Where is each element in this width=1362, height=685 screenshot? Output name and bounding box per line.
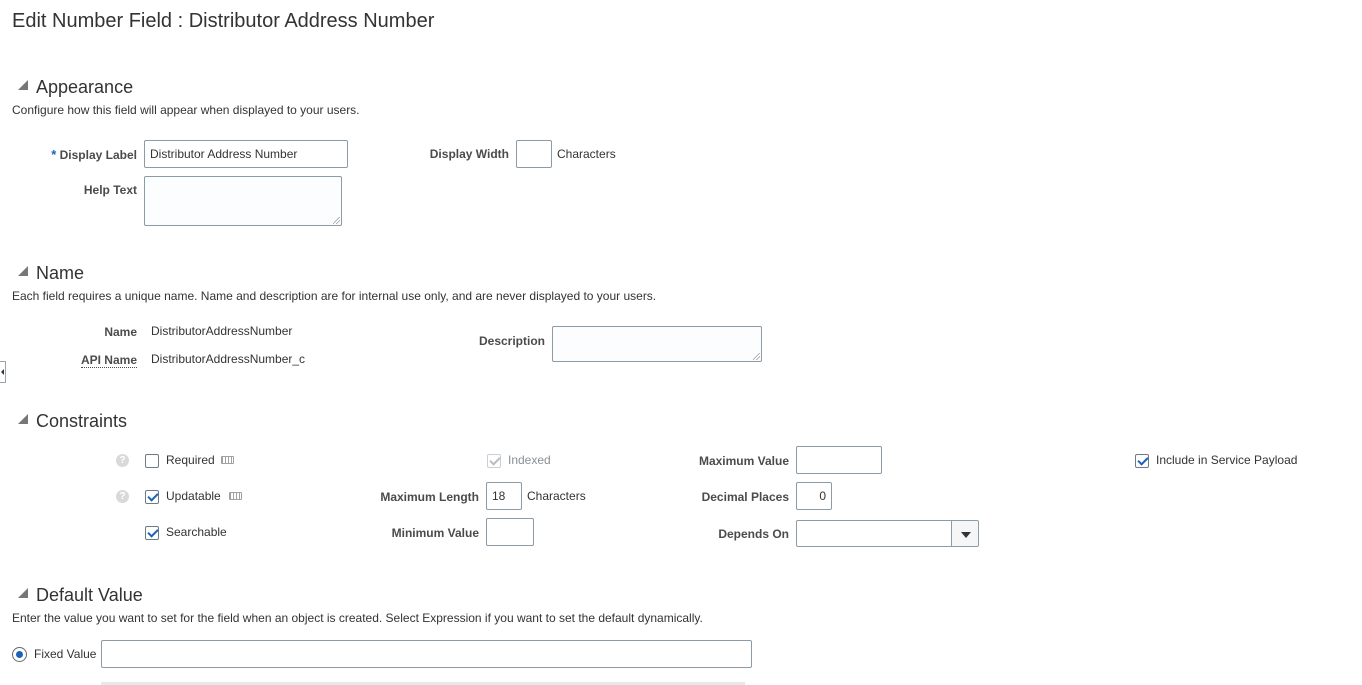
default-value-description: Enter the value you want to set for the field when an object is created. Select Expression if you want to set the default dynamically. (12, 611, 703, 625)
minimum-value-label: Minimum Value (391, 526, 479, 540)
appearance-description: Configure how this field will appear when displayed to your users. (12, 103, 360, 117)
description-textarea[interactable] (552, 326, 762, 362)
display-width-input[interactable] (516, 140, 552, 168)
required-help-icon[interactable]: ? (116, 454, 129, 467)
indexed-checkbox (487, 454, 501, 468)
required-marker: * (51, 147, 57, 162)
include-in-service-payload-label: Include in Service Payload (1156, 453, 1298, 467)
api-name-label-text: API Name (80, 353, 137, 367)
fixed-value-input[interactable] (101, 640, 752, 668)
depends-on-label: Depends On (718, 527, 789, 541)
api-name-value: DistributorAddressNumber_c (151, 352, 306, 366)
maximum-value-input[interactable] (796, 446, 882, 474)
display-label-input[interactable]: Distributor Address Number (144, 140, 348, 168)
updatable-checkbox[interactable] (145, 490, 159, 504)
fixed-value-label: Fixed Value (34, 647, 97, 661)
constraints-collapse-triangle-icon[interactable] (18, 414, 28, 424)
required-label: Required (166, 453, 215, 467)
fixed-value-radio[interactable] (12, 647, 27, 662)
name-description: Each field requires a unique name. Name and description are for internal use only, and are never displayed to your users. (12, 289, 657, 303)
name-value: DistributorAddressNumber (151, 324, 293, 338)
decimal-places-label: Decimal Places (701, 490, 789, 504)
chevron-down-icon[interactable] (951, 521, 979, 546)
default-value-heading[interactable]: Default Value (36, 585, 143, 605)
searchable-checkbox[interactable] (145, 526, 159, 540)
help-text-textarea[interactable] (144, 176, 342, 226)
display-width-label: Display Width (429, 147, 509, 161)
required-checkbox[interactable] (145, 454, 159, 468)
maximum-value-label: Maximum Value (698, 454, 789, 468)
searchable-label: Searchable (166, 525, 227, 539)
indexed-label: Indexed (508, 453, 551, 467)
updatable-help-icon[interactable]: ? (116, 490, 129, 503)
resize-grip-icon[interactable] (333, 217, 340, 224)
description-label: Description (478, 334, 545, 348)
api-name-label (40, 353, 137, 367)
keyboard-icon (229, 492, 242, 500)
name-heading[interactable]: Name (36, 263, 85, 283)
maximum-length-input[interactable]: 18 (486, 482, 522, 510)
panel-splitter-chevron-left-icon[interactable] (0, 361, 6, 383)
minimum-value-input[interactable] (486, 518, 534, 546)
appearance-collapse-triangle-icon[interactable] (18, 80, 28, 90)
include-in-service-payload-checkbox[interactable] (1135, 454, 1149, 468)
display-label-label (40, 147, 137, 162)
appearance-heading[interactable]: Appearance (36, 77, 134, 97)
page-title: Edit Number Field : Distributor Address Number (12, 10, 435, 32)
name-label: Name (104, 325, 137, 339)
default-value-collapse-triangle-icon[interactable] (18, 588, 28, 598)
maximum-length-suffix: Characters (527, 489, 586, 503)
name-collapse-triangle-icon[interactable] (18, 266, 28, 276)
decimal-places-input[interactable]: 0 (796, 482, 832, 510)
resize-grip-icon[interactable] (753, 353, 760, 360)
maximum-length-label: Maximum Length (380, 490, 479, 504)
constraints-heading[interactable]: Constraints (36, 411, 128, 431)
display-label-text: Display Label (59, 148, 137, 162)
help-text-label: Help Text (83, 183, 137, 197)
keyboard-icon (221, 456, 234, 464)
updatable-label: Updatable (166, 489, 221, 503)
display-width-suffix: Characters (557, 147, 616, 161)
depends-on-select[interactable] (796, 520, 979, 547)
